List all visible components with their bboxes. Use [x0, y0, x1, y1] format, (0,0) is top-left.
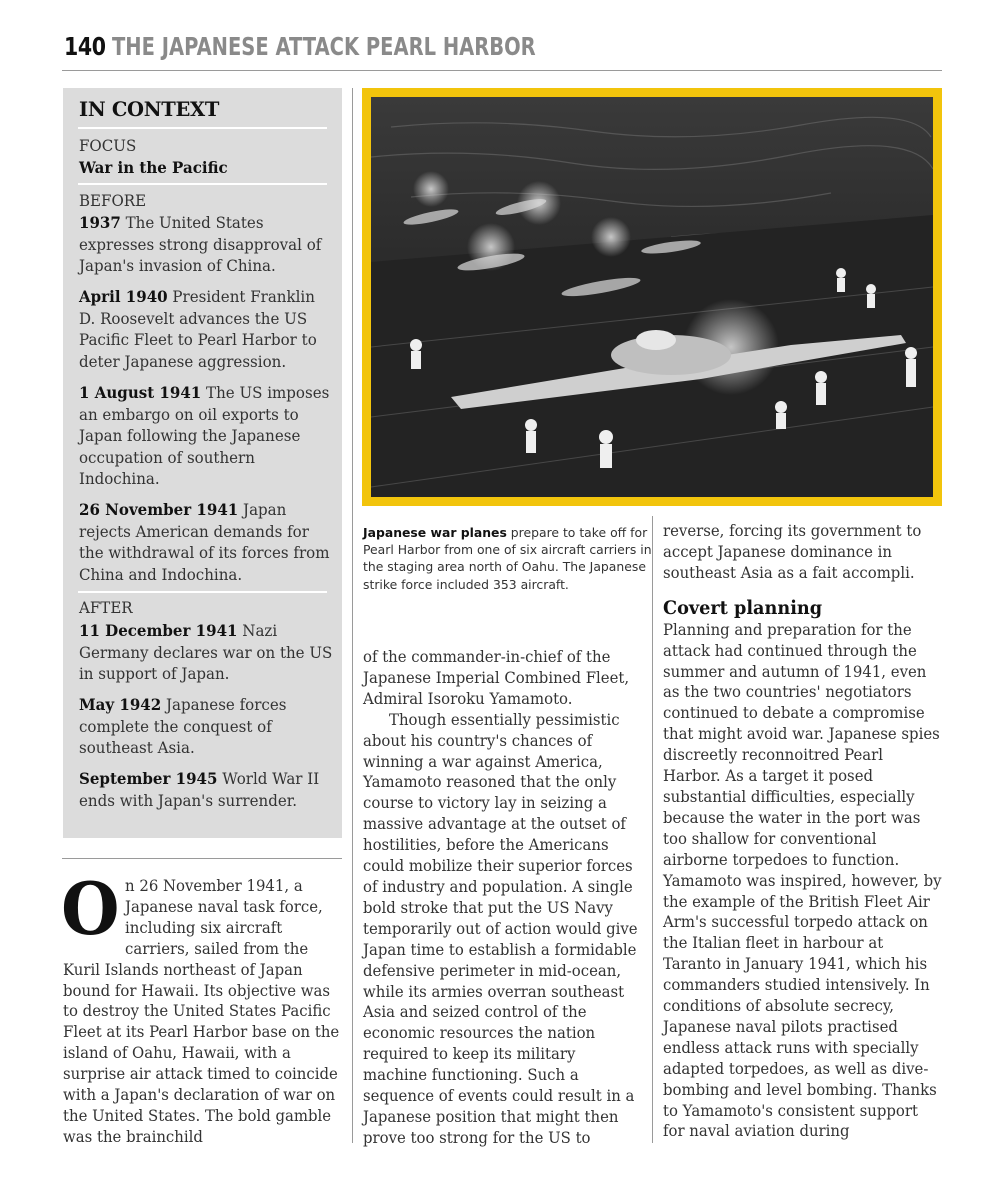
page-number: 140	[64, 32, 106, 61]
timeline-date: September 1945	[79, 769, 218, 788]
photo-caption	[363, 524, 653, 593]
section-subheading: Covert planning	[663, 596, 823, 619]
timeline-date: 1 August 1941	[79, 383, 202, 402]
body-paragraph: Though essentially pessimistic about his country's chances of winning a war against America, Yamamoto reasoned that the only course to victory lay in seizing a massive advantage at the outset of hostilities, before the Americans could mobilize their superior forces of industry and population. A single bold stroke that put the US Navy temporarily out of action would give Japan time to establish a formidable defensive perimeter in mid-ocean, while its armies overran southeast Asia and seized control of the economic resources the nation required to keep its military machine functioning. Such a sequence of events could result in a Japanese position that might then prove too strong for the US to	[363, 709, 638, 1147]
in-context-sidebar	[63, 88, 342, 838]
body-paragraph: n 26 November 1941, a Japanese naval task force, including six aircraft carriers, sailed from the Kuril Islands northeast of Japan bound for Hawaii. Its objective was to destroy the United States Pacific Fleet at its Pearl Harbor base on the island of Oahu, Hawaii, with a surprise air attack timed to coincide with a Japan's declaration of war on the United States. The bold gamble was the brainchild	[63, 876, 340, 1146]
timeline-text: The United States expresses strong disapproval of Japan's invasion of China.	[79, 213, 322, 276]
war-planes-photo	[362, 88, 942, 506]
caption-text: prepare to take off for Pearl Harbor from one of six aircraft carriers in the staging area north of Oahu. The Japanese strike force included 353 aircraft.	[363, 525, 652, 592]
timeline-entry	[79, 768, 333, 811]
timeline-text: Nazi Germany declares war on the US in support of Japan.	[79, 621, 333, 684]
timeline-text: Japanese forces complete the conquest of southeast Asia.	[79, 695, 287, 758]
timeline-text: World War II ends with Japan's surrender.	[79, 769, 320, 810]
timeline-date: 26 November 1941	[79, 500, 239, 519]
before-label: BEFORE	[79, 191, 147, 210]
timeline-entry	[79, 212, 333, 277]
page-header	[62, 30, 942, 71]
timeline-date: 1937	[79, 213, 121, 232]
body-paragraph: of the commander-in-chief of the Japanese Imperial Combined Fleet, Admiral Isoroku Yamamoto.	[363, 647, 630, 708]
column-divider	[652, 516, 653, 1143]
timeline-entry	[79, 499, 333, 585]
timeline-text: President Franklin D. Roosevelt advances the US Pacific Fleet to Pearl Harbor to deter Japanese aggression.	[79, 287, 317, 371]
sidebar-divider	[78, 591, 327, 593]
photo-image	[371, 97, 933, 497]
focus-label: FOCUS	[79, 136, 137, 155]
body-column-1	[61, 866, 341, 1148]
body-paragraph: Planning and preparation for the attack had continued through the summer and autumn of 1941, even as the two countries' negotiators continued to debate a compromise that might avoid war. Japanese spies discreetly reconnoitred Pearl Harbor. As a target it posed substantial difficulties, especially because the water in the port was too shallow for conventional airborne torpedoes to function. Yamamoto was inspired, however, by the example of the British Fleet Air Arm's successful torpedo attack on the Italian fleet in harbour at Taranto in January 1941, which his commanders studied intensively. In conditions of absolute secrecy, Japanese naval pilots practised endless attack runs with specially adapted torpedoes, as well as dive-bombing and level bombing. Thanks to Yamamoto's consistent support for naval aviation during	[663, 619, 942, 1141]
body-column-3	[663, 521, 942, 1142]
drop-cap: O	[61, 866, 120, 951]
running-title: THE JAPANESE ATTACK PEARL HARBOR	[112, 32, 536, 61]
sidebar-heading: IN CONTEXT	[79, 98, 220, 121]
timeline-text: The US imposes an embargo on oil exports to Japan following the Japanese occupation of southern Indochina.	[79, 383, 330, 489]
sidebar-divider	[78, 127, 327, 129]
column-divider	[352, 88, 353, 1143]
column-divider	[62, 858, 342, 859]
after-label: AFTER	[79, 598, 133, 617]
caption-lead: Japanese war planes	[363, 525, 507, 540]
body-column-2	[363, 647, 643, 1149]
body-paragraph: reverse, forcing its government to accept Japanese dominance in southeast Asia as a fait accompli.	[663, 521, 922, 582]
timeline-date: May 1942	[79, 695, 162, 714]
timeline-date: April 1940	[79, 287, 168, 306]
timeline-entry	[79, 382, 333, 490]
timeline-entry	[79, 286, 333, 372]
timeline-date: 11 December 1941	[79, 621, 238, 640]
sidebar-divider	[78, 183, 327, 185]
timeline-entry	[79, 620, 333, 685]
timeline-entry	[79, 694, 333, 759]
focus-value: War in the Pacific	[79, 158, 228, 177]
timeline-text: Japan rejects American demands for the withdrawal of its forces from China and Indochina.	[79, 500, 330, 584]
